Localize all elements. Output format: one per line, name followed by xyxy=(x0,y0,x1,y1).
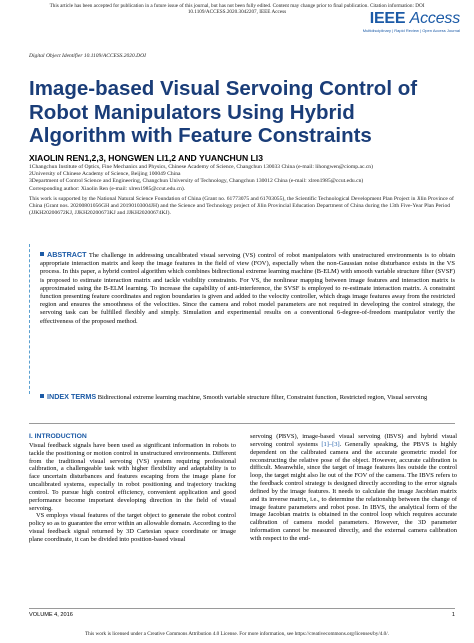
abstract-side-rule xyxy=(29,244,31,394)
logo-access: Access xyxy=(409,10,460,27)
intro-p3-post: . Generally speaking, the PBVS is highly dependent on the calibrated camera and the accurate geometric model for reconstructing the relative pose of the object. However, accurate calibration is difficult. Meanwhile, since the target of image features lies outside the control loop, the target might also lie out of the FOV of the camera. The IBVS refers to the feedback control strategy is designed directly according to the error signals defined by the image features. It needs to calculate the image Jacobian matrix and its inverse matrix, i.e., to determine the relationship between the change of image feature parameters and robot pose. In IBVS, the analytical form of the image Jacobian matrix is obtained in the control loop which requires accurate calibration of camera model parameters. However, the 3D parameter information cannot be measured directly, and the external camera calibration with respect to the end- xyxy=(250,440,457,542)
intro-paragraph-3 xyxy=(250,433,457,543)
logo-tagline: Multidisciplinary | Rapid Review | Open Access Journal xyxy=(362,28,460,33)
index-terms-text: Bidirectional extreme learning machine, Smooth variable structure filter, Constraint function, Restricted region, Visual servoing xyxy=(97,394,428,401)
acceptance-notice-line1: This article has been accepted for publication in a future issue of this journal, but has not been fully edited. Content may change prior to final publication. Citation information: DOI xyxy=(49,3,425,9)
index-terms-heading: INDEX TERMS xyxy=(47,392,97,401)
abstract-heading: ABSTRACT xyxy=(47,250,87,259)
logo-ieee: IEEE xyxy=(369,10,406,27)
corresponding-author: Corresponding author: Xiaolin Ren (e-mail: xlren1985@ccut.edu.cn). xyxy=(29,186,186,192)
intro-paragraph-1: Visual feedback signals have been used as significant information in robots to tackle the positioning or motion control in unstructured environments. Different from the traditional visual servoing (VS) system requiring professional calibration, a challengeable task with higher flexibility and adaptability is to face uncertain disturbances and features escaping from the image plane for uncalibrated systems, especially in robot positioning and trajectory tracking control. To pursue high control efficiency, convenient application and good performance become important developing direction in the field of visual servoing. xyxy=(29,441,236,512)
ieee-access-logo xyxy=(370,10,460,28)
footer-volume: VOLUME 4, 2016 xyxy=(29,612,73,618)
license-notice: This work is licensed under a Creative Commons Attribution 4.0 License. For more information, see https://creativecommons.org/licenses/by/4.0/. xyxy=(84,631,390,637)
abstract-section xyxy=(40,251,455,326)
footer-rule xyxy=(29,608,455,609)
left-column xyxy=(29,433,236,544)
intro-heading: I. INTRODUCTION xyxy=(29,433,87,440)
paper-title: Image-based Visual Servoing Control of Robot Manipulators Using Hybrid Algorithm with Feature Constraints xyxy=(29,77,418,147)
abstract-text: The challenge in addressing uncalibrated visual servoing (VS) control of robot manipulators with unstructured environments is to obtain appropriate interaction matrix and keep the image features in the field of view (FOV), especially when the non-Gaussian noise disturbance exists in the VS process. In this paper, a hybrid control algorithm which combines bidirectional extreme learning machine (B-ELM) with smooth variable structure filter (SVSF) is proposed to estimate interaction matrix and tackle visibility constraints. For VS, the nonlinear mapping between image features and interaction matrix is approximated using the B-ELM learning. To increase the capability of anti-interference, the SVSF is employed to re-estimate interaction matrix. A constraint function presenting feature coordinates and region boundaries is given and added to the velocity controller, which drags image features away from the restricted region and ensures the smoothness of the velocities. Since the camera and robot model parameters are not required in developing the control strategy, the servoing task can be fulfilled flexibly and simply. Simulation and experimental results on a conventional 6-degree-of-freedom manipulator verify the effectiveness of the proposed method. xyxy=(40,252,455,325)
abstract-square-icon xyxy=(40,252,44,256)
affiliation-1: 1Changchun Institute of Optics, Fine Mechanics and Physics, Chinese Academy of Science, Changchun 130033 China (e-mail: lihongwen@ciomp.ac.cn) xyxy=(29,164,373,170)
funding-statement: This work is supported by the National Natural Science Foundation of China (Grant no. 61773075 and 61703055), the Scientific Technological Development Plan Project in Jilin Province of China (Grant nos. 20200801056GH and 20190103004JH) and the Science and Technology project of Jilin Provincial Education Department of China during the 13th Five-Year Plan Period (JJKH20200672KJ, JJKH20200673KJ and JJKH20200674KJ). xyxy=(29,196,454,216)
index-terms-square-icon xyxy=(40,394,44,398)
footer-page-number: 1 xyxy=(451,612,455,618)
intro-paragraph-2: VS employs visual features of the target object to generate the robot control policy so as to guarantee the error within an allowable domain. According to the visual feedback signal returned by 3D Cartesian space coordinate or image plane coordinate, it can be divided into position-based visual xyxy=(29,512,236,543)
citation-link[interactable]: [1]–[3] xyxy=(321,440,340,448)
doi-line: Digital Object Identifier 10.1109/ACCESS.2020.DOI xyxy=(29,53,146,59)
right-column xyxy=(250,433,457,543)
author-list: XIAOLIN REN1,2,3, HONGWEN LI1,2 AND YUANCHUN LI3 xyxy=(29,153,263,163)
affiliation-3: 3Department of Control Science and Engineering, Changchun University of Technology, Changchun 130012 China (e-mail: xlren1985@ccut.edu.cn) xyxy=(29,178,364,184)
section-divider xyxy=(29,423,455,424)
intro-p3-pre: servoing (PBVS), image-based visual servoing (IBVS) and hybrid visual servoing control systems xyxy=(250,433,457,448)
affiliation-2: 2University of Chinese Academy of Science, Beijing 100049 China xyxy=(29,171,181,177)
index-terms-section xyxy=(40,393,455,402)
acceptance-notice-line2: 10.1109/ACCESS.2020.3042207, IEEE Access xyxy=(187,9,287,16)
